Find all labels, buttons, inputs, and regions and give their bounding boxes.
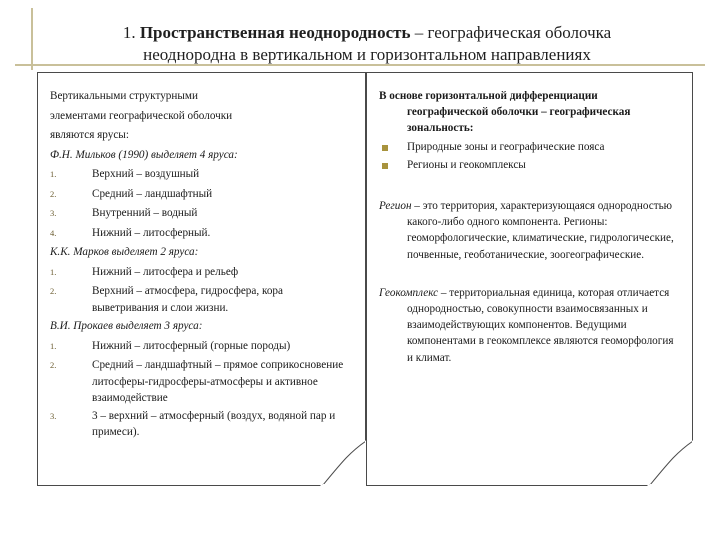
milkov-item [50, 224, 350, 244]
item-text: Внутренний – водный [92, 207, 198, 219]
item-number: 3. [50, 208, 57, 218]
milkov-heading: Ф.Н. Мильков (1990) выделяет 4 яруса: [50, 148, 238, 161]
markov-item [50, 282, 350, 317]
geocomplex-term: Геокомплекс [379, 286, 439, 299]
markov-item [50, 263, 350, 283]
right-column-text [379, 88, 679, 366]
item-text: Верхний – атмосфера, гидросфера, кора выветривания и слои жизни. [92, 285, 283, 314]
item-number: 4. [50, 227, 57, 238]
title-number: 1. [122, 23, 136, 42]
title-line2: неоднородна в вертикальном и горизонтальном направлениях [143, 45, 591, 64]
geocomplex-def-text: – территориальная единица, которая отличается однородностью, совокупности взаимосвязанных и взаимодействующих компонентов. Ведущими компонентами в геокомплексе являются геоморфология и климат. [407, 286, 674, 364]
prokaev-heading: В.И. Прокаев выделяет 3 яруса: [50, 320, 203, 332]
zonality-heading [379, 88, 679, 137]
accent-vertical-line [31, 8, 33, 70]
zonality-heading-text: В основе горизонтальной дифференциации географической оболочки – географическая зональность: [379, 90, 631, 135]
square-bullet-icon [379, 157, 407, 173]
region-def-text: – это территория, характеризующаяся однородностью какого-либо одного компонента. Регионы: геоморфологические, климатические, гидрологические, почвенные, геоботанические, зоогеографические. [407, 200, 674, 261]
page-curl-icon [647, 440, 693, 486]
milkov-item [50, 204, 350, 224]
region-definition [379, 198, 679, 263]
markov-heading: К.К. Марков выделяет 2 яруса: [50, 246, 199, 258]
item-number: 2. [50, 360, 57, 370]
milkov-item [50, 185, 350, 205]
left-note-card [37, 72, 366, 486]
page-curl-icon [320, 440, 366, 486]
geocomplex-definition [379, 285, 679, 366]
intro-line-1: Вертикальными структурными [50, 90, 198, 102]
item-number: 1. [50, 340, 57, 351]
item-number: 2. [50, 286, 57, 296]
item-text: Нижний – литосфера и рельеф [92, 265, 239, 278]
item-number: 1. [50, 169, 57, 179]
bullet-text: Природные зоны и географические пояса [407, 140, 605, 153]
item-text: Нижний – литосферный. [92, 226, 211, 239]
prokaev-item [50, 356, 350, 407]
item-number: 1. [50, 266, 57, 277]
item-number: 3. [50, 410, 57, 421]
intro-line-3: являются ярусы: [50, 129, 129, 141]
item-text: Средний – ландшафтный – прямое соприкосновение литосферы-гидросферы-атмосферы и активное взаимодействие [92, 359, 344, 404]
square-bullet-icon [379, 139, 407, 155]
item-text: Средний – ландшафтный [92, 187, 213, 200]
item-text: Верхний – воздушный [92, 168, 200, 180]
right-note-card [366, 72, 693, 486]
milkov-item [50, 165, 350, 185]
bullet-item [379, 157, 679, 173]
prokaev-item [50, 407, 350, 441]
item-text: 3 – верхний – атмосферный (воздух, водяной пар и примеси). [92, 409, 336, 438]
item-number: 2. [50, 188, 57, 199]
region-term: Регион [379, 200, 412, 213]
title-bold: Пространственная неоднородность [139, 23, 411, 42]
intro-line-2: элементами географической оболочки [50, 109, 233, 122]
slide-title [42, 22, 692, 66]
title-rest: – географическая оболочка [410, 23, 612, 42]
item-text: Нижний – литосферный (горные породы) [92, 339, 291, 352]
bullet-text: Регионы и геокомплексы [407, 158, 526, 171]
left-column-text [50, 87, 350, 441]
bullet-item [379, 139, 679, 155]
prokaev-item [50, 337, 350, 357]
